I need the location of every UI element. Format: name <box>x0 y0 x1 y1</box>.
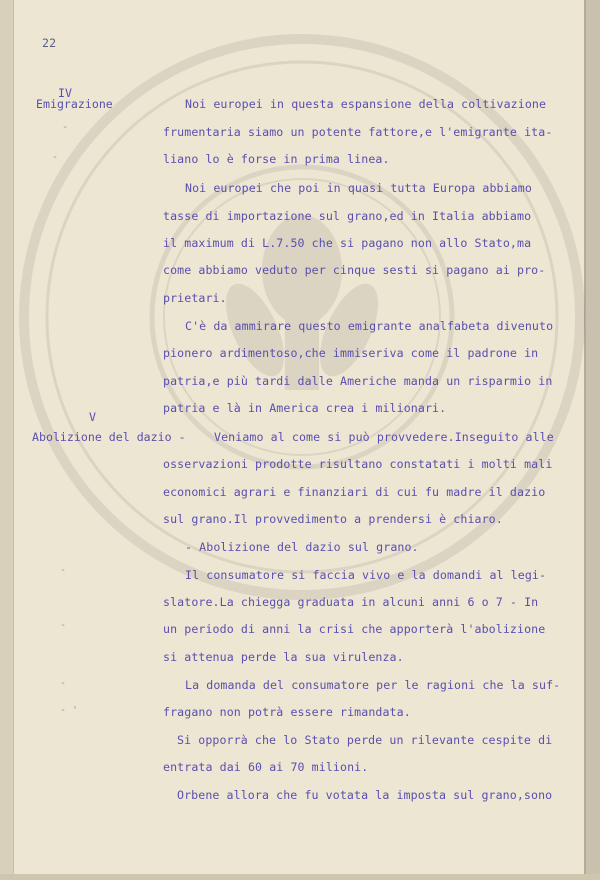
margin-mark: - ' <box>60 705 79 716</box>
margin-mark: - <box>52 152 59 163</box>
text-line: si attenua perde la sua virulenza. <box>163 650 404 664</box>
text-line: un periodo di anni la crisi che apporterà l'abolizione <box>163 622 546 636</box>
margin-mark: - <box>60 620 67 631</box>
text-line: prietari. <box>163 291 227 305</box>
page-bottom-edge <box>0 874 600 880</box>
text-line: Si opporrà che lo Stato perde un rilevante cespite di <box>177 733 553 747</box>
text-line: osservazioni prodotte risultano constatati i molti mali <box>163 457 553 471</box>
text-line: patria e là in America crea i milionari. <box>163 401 447 415</box>
text-line: entrata dai 60 ai 70 milioni. <box>163 760 369 774</box>
section-numeral-iv: IV <box>58 86 72 100</box>
text-line: pionero ardimentoso,che immiseriva come il padrone in <box>163 346 539 360</box>
text-line: fragano non potrà essere rimandata. <box>163 705 411 719</box>
margin-mark: - <box>60 678 67 689</box>
text-line: Noi europei in questa espansione della coltivazione <box>185 97 547 111</box>
binding-edge <box>0 0 14 880</box>
margin-mark: - <box>60 565 67 576</box>
text-line: Orbene allora che fu votata la imposta sul grano,sono <box>177 788 553 802</box>
text-line: tasse di importazione sul grano,ed in Italia abbiamo <box>163 209 532 223</box>
text-line: economici agrari e finanziari di cui fu madre il dazio <box>163 485 546 499</box>
text-line: sul grano.Il provvedimento a prendersi è chiaro. <box>163 512 503 526</box>
text-line: C'è da ammirare questo emigrante analfabeta divenuto <box>185 319 554 333</box>
section-heading-emigrazione: Emigrazione <box>36 97 113 111</box>
text-line: Il consumatore si faccia vivo e la domandi al legi- <box>185 568 547 582</box>
page-number: 22 <box>42 36 57 50</box>
text-line: - Abolizione del dazio sul grano. <box>185 540 419 554</box>
text-line: patria,e più tardi dalle Americhe manda un risparmio in <box>163 374 553 388</box>
text-line: liano lo è forse in prima linea. <box>163 152 390 166</box>
text-line: Veniamo al come si può provvedere.Inseguito alle <box>214 430 554 444</box>
text-line: frumentaria siamo un potente fattore,e l'emigrante ita- <box>163 125 553 139</box>
text-line: come abbiamo veduto per cinque sesti si pagano ai pro- <box>163 263 546 277</box>
section-numeral-v: V <box>89 410 96 424</box>
text-line: Noi europei che poi in quasi tutta Europa abbiamo <box>185 181 532 195</box>
margin-mark: - <box>62 122 69 133</box>
section-heading-abolizione: Abolizione del dazio - <box>32 430 186 444</box>
text-line: slatore.La chiegga graduata in alcuni anni 6 o 7 - In <box>163 595 539 609</box>
text-line: La domanda del consumatore per le ragioni che la suf- <box>185 678 561 692</box>
text-line: il maximum di L.7.50 che si pagano non allo Stato,ma <box>163 236 532 250</box>
